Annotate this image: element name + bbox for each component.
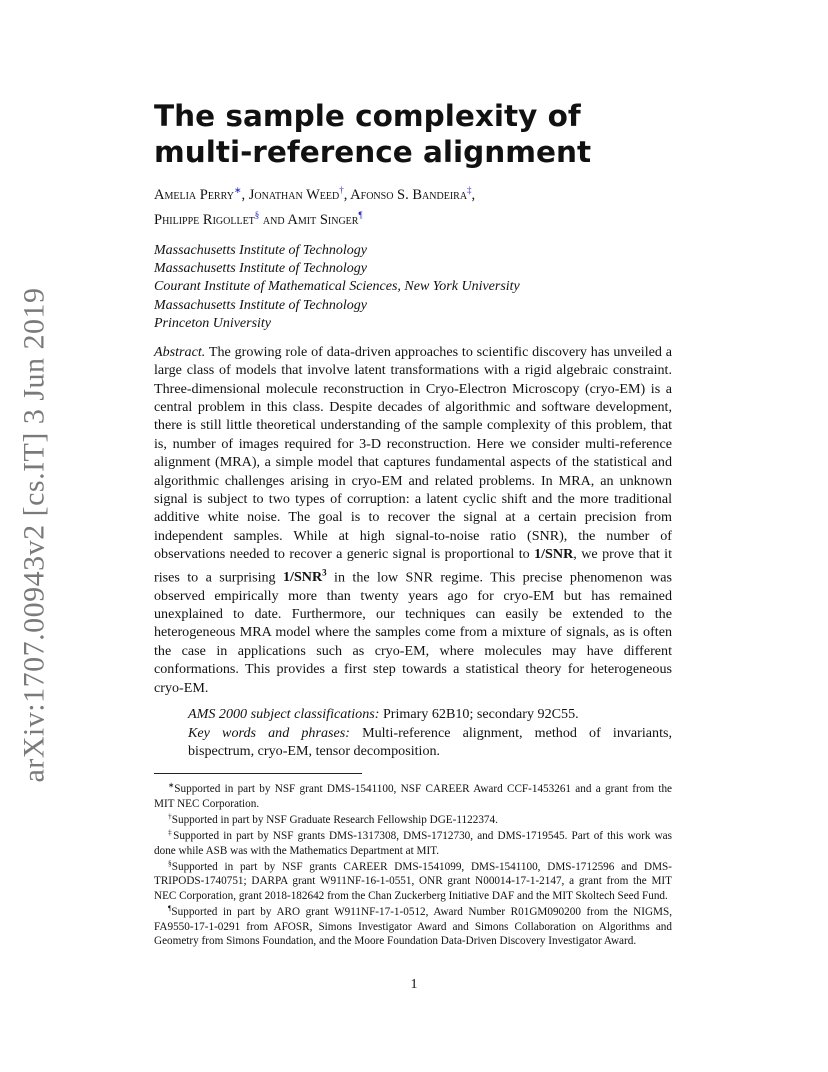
footnote-text: Supported in part by NSF grants DMS-1317308, DMS-1712730, and DMS-1719545. Part of this work was done while ASB was with the Mathematics Department at MIT. (154, 830, 672, 857)
author-footnote-mark[interactable]: § (254, 209, 260, 220)
paper-first-page (154, 98, 672, 950)
footnote (154, 860, 672, 904)
footnote (154, 782, 672, 811)
author-name: Afonso S. Bandeira (350, 186, 468, 203)
author-footnote-mark[interactable]: ¶ (358, 209, 363, 220)
title-line-2: multi-reference alignment (154, 135, 592, 169)
author-separator: , (241, 186, 249, 203)
abstract-emphasis-exponent: 3 (322, 567, 327, 578)
classification-block (154, 705, 672, 760)
footnote-mark: ‡ (168, 827, 174, 837)
footnote-text: Supported in part by NSF grants CAREER DMS-1541099, DMS-1541100, DMS-1712596 and DMS-TRIPODS-1740751; DARPA grant W911NF-16-1-0551, ONR grant N00014-17-1-2147, a grant from the MIT NEC Corporation, grant 2018-182642 from the Chan Zuckerberg Initiative DAF and the MIT Skoltech Seed Fund. (154, 860, 672, 902)
footnote-mark: † (168, 811, 172, 821)
abstract-text: The growing role of data-driven approaches to scientific discovery has unveiled a large class of models that involve latent transformations with a rigid algebraic constraint. Three-dimensional molecule reconstruction in Cryo-Electron Microscopy (cryo-EM) is a central problem in this class. Despite decades of algorithmic and software development, there is still little theoretical understanding of the sample complexity of this problem, that is, number of images required for 3-D reconstruction. Here we consider multi-reference alignment (MRA), a simple model that captures fundamental aspects of the statistical and algorithmic challenges arising in cryo-EM and related problems. In MRA, an unknown signal is subject to two types of corruption: a latent cyclic shift and the more traditional additive white noise. The goal is to recover the signal at a certain precision from independent samples. While at high signal-to-noise ratio (SNR), the number of observations needed to recover a generic signal is proportional to (154, 343, 672, 563)
affiliation: Massachusetts Institute of Technology (154, 297, 367, 313)
author-separator: and (259, 211, 288, 228)
footnote-mark: ¶ (168, 903, 172, 913)
footnotes (154, 782, 672, 949)
author-footnote-mark[interactable]: ∗ (233, 185, 242, 195)
arxiv-stamp-text: arXiv:1707.00943v2 [cs.IT] 3 Jun 2019 (18, 287, 52, 783)
arxiv-identifier-stamp (12, 287, 58, 783)
abstract-emphasis-base: 1/SNR (283, 569, 323, 586)
author-list (154, 180, 672, 230)
footnote-mark: § (168, 858, 172, 868)
title-line-1: The sample complexity of (154, 99, 581, 133)
footnote-text: Supported in part by NSF Graduate Research Fellowship DGE-1122374. (171, 814, 498, 826)
footnote (154, 829, 672, 858)
author-name: Amit Singer (287, 211, 359, 228)
affiliation: Massachusetts Institute of Technology (154, 242, 367, 258)
footnote-text: Supported in part by ARO grant W911NF-17-1-0512, Award Number R01GM090200 from the NIGMS, FA9550-17-1-0291 from AFOSR, Simons Investigator Award and Simons Collaboration on Algorithms and Geometry from Simons Foundation, and the Moore Foundation Data-Driven Discovery Investigator Award. (154, 906, 672, 948)
keywords (188, 724, 672, 761)
ams-classification (188, 705, 672, 723)
author-name: Philippe Rigollet (154, 211, 255, 228)
paper-title (154, 98, 672, 170)
abstract (154, 343, 672, 697)
footnote-text: Supported in part by NSF grant DMS-1541100, NSF CAREER Award CCF-1453261 and a grant from the MIT NEC Corporation. (154, 783, 672, 810)
affiliation: Princeton University (154, 316, 272, 332)
abstract-emphasis (283, 569, 327, 585)
footnote (154, 905, 672, 949)
affiliation-list (154, 242, 672, 334)
footnote (154, 813, 672, 828)
page-number: 1 (410, 977, 418, 992)
ams-label: AMS 2000 subject classifications: (188, 706, 380, 723)
author-footnote-mark[interactable]: † (339, 185, 344, 195)
affiliation: Courant Institute of Mathematical Sciences, New York University (154, 279, 520, 295)
author-name: Amelia Perry (154, 186, 234, 203)
footnote-mark: ∗ (168, 780, 175, 790)
abstract-text: , we prove that it rises to a surprising (154, 546, 673, 586)
abstract-text: in the low SNR regime. This precise phenomenon was observed empirically more than twenty years ago for cryo-EM but has remained unexplained to date. Furthermore, our techniques can easily be extended to the heterogeneous MRA model where the samples come from a mixture of signals, as is often the case in applications such as cryo-EM, where molecules may have different conformations. This provides a first step towards a statistical theory for heterogeneous cryo-EM. (154, 569, 673, 696)
keywords-text: Multi-reference alignment, method of invariants, bispectrum, cryo-EM, tensor decomposition. (188, 724, 673, 759)
keywords-label: Key words and phrases: (188, 724, 350, 741)
author-name: Jonathan Weed (248, 186, 340, 203)
affiliation: Massachusetts Institute of Technology (154, 261, 367, 277)
author-separator: , (343, 186, 351, 203)
ams-text: Primary 62B10; secondary 92C55. (379, 706, 579, 723)
author-separator: , (471, 186, 476, 203)
abstract-lead: Abstract. (154, 343, 206, 360)
abstract-emphasis: 1/SNR (534, 546, 574, 563)
author-footnote-mark[interactable]: ‡ (467, 185, 472, 195)
footnote-divider (154, 773, 362, 774)
